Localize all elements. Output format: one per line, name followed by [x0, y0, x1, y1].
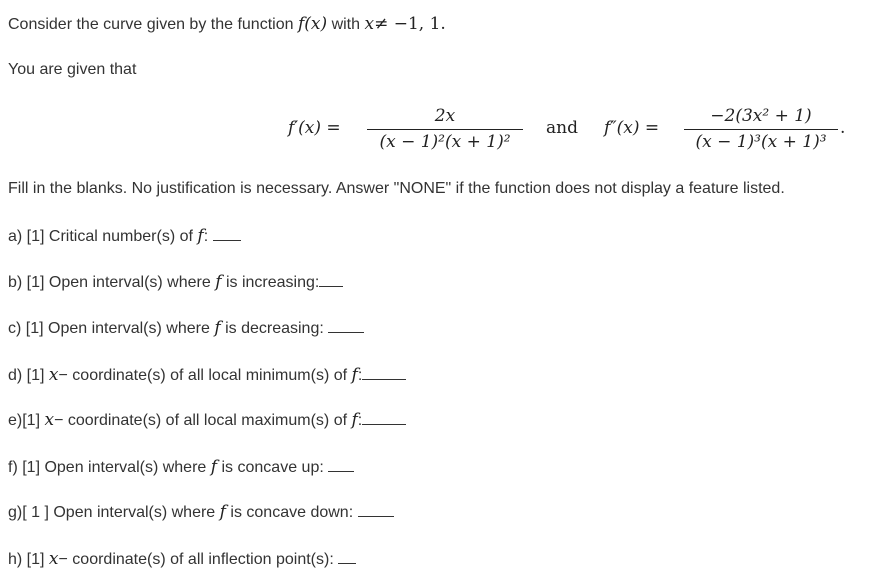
question-f: [8, 457, 354, 478]
intro-condition: ≠ −1, 1.: [374, 14, 446, 34]
fprime-denominator: (x − 1)²(x + 1)²: [379, 132, 511, 152]
question-e: [8, 410, 406, 431]
intro-line: [8, 14, 446, 35]
and-text: and: [546, 118, 578, 138]
intro-with: with: [331, 16, 361, 33]
question-f-prefix: f) [1] Open interval(s) where: [8, 459, 207, 476]
question-d-var2: f: [351, 365, 358, 385]
intro-function: f(x): [297, 14, 328, 34]
fdouble-denominator: (x − 1)³(x + 1)³: [695, 132, 827, 152]
fdouble-lhs: f″(x) =: [604, 118, 660, 138]
equation-period: .: [840, 118, 846, 138]
question-h-mid: − coordinate(s) of all inflection point(s):: [58, 551, 334, 568]
question-c-prefix: c) [1] Open interval(s) where: [8, 320, 210, 337]
question-h-prefix: h) [1]: [8, 551, 45, 568]
instructions: Fill in the blanks. No justification is necessary. Answer "NONE" if the function does not display a feature listed.: [8, 180, 785, 197]
intro-text: Consider the curve given by the function: [8, 16, 294, 33]
question-g-suffix: is concave down:: [230, 504, 354, 521]
question-d-var: x: [48, 365, 59, 385]
answer-blank-b[interactable]: [319, 272, 343, 287]
answer-blank-d[interactable]: [362, 365, 406, 380]
question-a: [8, 226, 241, 247]
question-b-prefix: b) [1] Open interval(s) where: [8, 274, 211, 291]
answer-blank-g[interactable]: [358, 502, 394, 517]
answer-blank-a[interactable]: [213, 226, 241, 241]
fprime-lhs: f′(x) =: [288, 118, 341, 138]
question-e-mid: − coordinate(s) of all local maximum(s) of: [54, 412, 348, 429]
question-g: [8, 502, 394, 523]
question-f-var: f: [210, 457, 218, 477]
question-d: [8, 365, 406, 386]
fprime-numerator: 2x: [434, 106, 456, 126]
question-c-var: f: [214, 318, 221, 338]
question-g-var: f: [219, 502, 226, 522]
question-d-prefix: d) [1]: [8, 367, 45, 384]
question-b-var: f: [215, 272, 222, 292]
question-c: [8, 318, 364, 339]
question-d-mid: − coordinate(s) of all local minimum(s) of: [58, 367, 348, 384]
question-h-var: x: [48, 549, 59, 569]
answer-blank-e[interactable]: [362, 410, 406, 425]
question-e-suffix: :: [357, 412, 363, 429]
question-g-prefix: g)[ 1 ] Open interval(s) where: [8, 504, 216, 521]
question-b-suffix: is increasing:: [225, 274, 320, 291]
question-c-suffix: is decreasing:: [225, 320, 324, 337]
answer-blank-h[interactable]: [338, 549, 356, 564]
fdouble-fraction: [684, 106, 838, 152]
fprime-fraction: [367, 106, 523, 152]
question-e-var2: f: [351, 410, 358, 430]
question-b: [8, 272, 343, 293]
question-a-var: f: [197, 226, 204, 246]
answer-blank-f[interactable]: [328, 457, 354, 472]
given-line: You are given that: [8, 61, 137, 78]
question-a-suffix: :: [203, 228, 209, 245]
question-a-prefix: a) [1] Critical number(s) of: [8, 228, 193, 245]
question-e-var: x: [44, 410, 55, 430]
answer-blank-c[interactable]: [328, 318, 364, 333]
intro-condition-var: x: [364, 14, 375, 34]
question-f-suffix: is concave up:: [221, 459, 324, 476]
fdouble-fraction-bar: [684, 129, 838, 130]
fprime-fraction-bar: [367, 129, 523, 130]
fdouble-numerator: −2(3x² + 1): [710, 106, 812, 126]
question-e-prefix: e)[1]: [8, 412, 41, 429]
question-h: [8, 549, 356, 570]
question-d-suffix: :: [357, 367, 363, 384]
